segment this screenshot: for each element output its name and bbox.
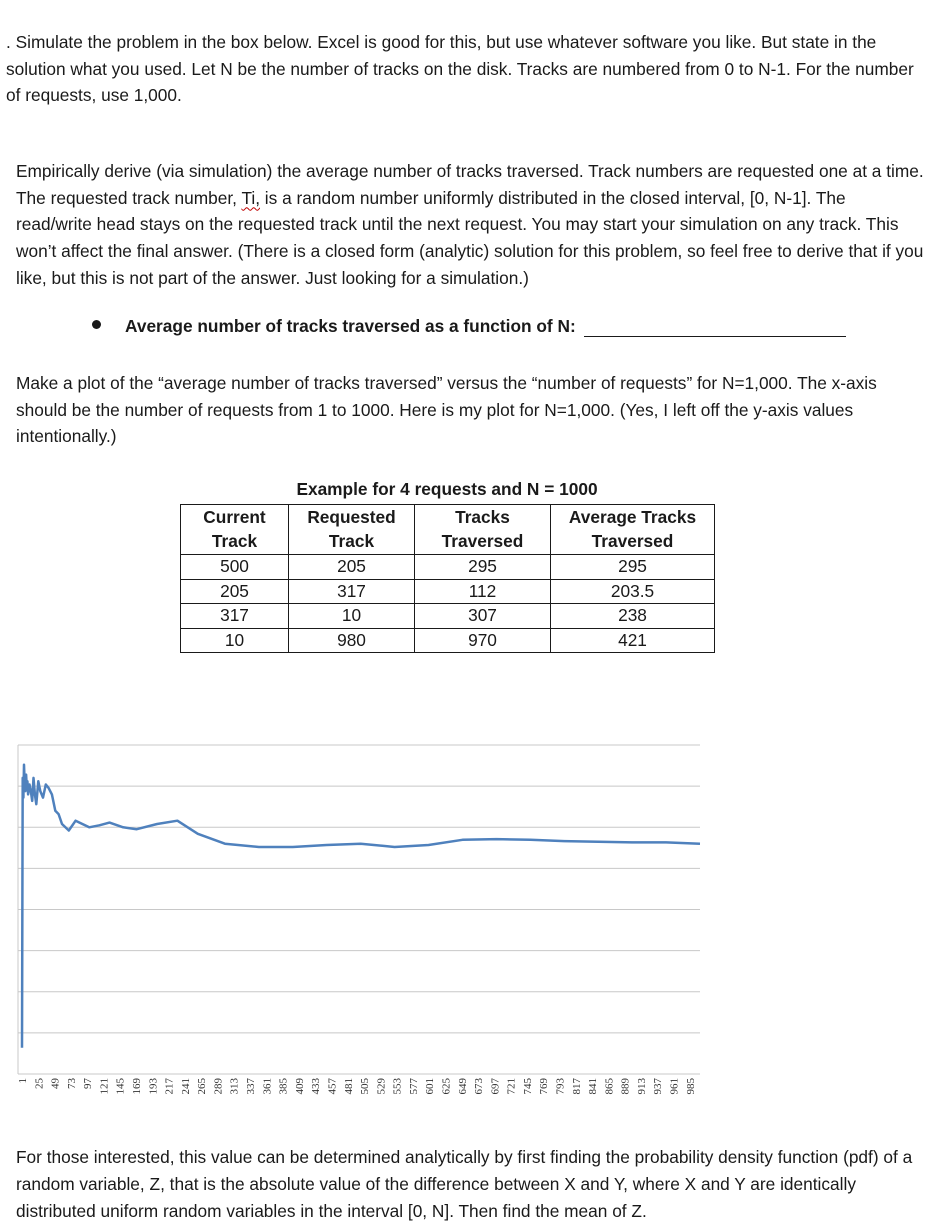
x-tick-label: 913: [636, 1078, 648, 1095]
task-paragraph: [16, 158, 926, 292]
x-tick-label: 481: [342, 1078, 355, 1095]
plot-instructions-paragraph: Make a plot of the “average number of tracks traversed” versus the “number of requests” for N=1,000. The x-axis should be the number of requests from 1 to 1000. Here is my plot for N=1,000. (Yes, I left off the y-axis values intentionally.): [16, 373, 877, 447]
x-tick-label: 649: [456, 1078, 469, 1095]
table-row: [181, 628, 715, 653]
table-title: Example for 4 requests and N = 1000: [296, 479, 598, 499]
x-tick-label: 985: [684, 1078, 697, 1095]
header-current-track-line2: Track: [211, 530, 258, 551]
x-tick-label: 169: [131, 1078, 143, 1095]
x-tick-label: 673: [473, 1078, 486, 1095]
x-tick-label: 865: [603, 1078, 616, 1095]
bullet-label: Average number of tracks traversed as a function of N:: [125, 316, 576, 336]
x-tick-label: 1: [17, 1078, 29, 1084]
table-cell: 205: [289, 555, 415, 580]
x-tick-label: 433: [310, 1078, 323, 1095]
x-tick-label: 769: [538, 1078, 551, 1095]
task-text-part1: Empirically derive (via simulation) the average number of tracks traversed. Track numbers are requested one at a time. The requested track number,: [16, 161, 924, 208]
x-tick-label: 145: [114, 1078, 127, 1095]
x-tick-label: 289: [212, 1078, 225, 1095]
ti-symbol: Ti,: [241, 187, 260, 208]
x-tick-label: 505: [359, 1078, 372, 1095]
answer-blank-line: [584, 318, 846, 337]
x-tick-label: 697: [489, 1078, 502, 1095]
table-cell: 112: [415, 579, 551, 604]
table-cell: 317: [289, 579, 415, 604]
table-cell: 10: [181, 628, 289, 653]
x-tick-label: 457: [326, 1078, 339, 1095]
table-cell: 500: [181, 555, 289, 580]
header-tracks-traversed-line2: Traversed: [441, 530, 524, 551]
chart-x-tick-labels: [17, 1078, 697, 1095]
table-cell: 238: [551, 604, 715, 629]
header-current-track-line1: Current: [203, 507, 266, 527]
header-average-tracks-line2: Traversed: [591, 530, 674, 551]
table-cell: 295: [415, 555, 551, 580]
x-tick-label: 361: [261, 1078, 274, 1095]
header-requested-track: [289, 505, 415, 555]
table-cell: 421: [551, 628, 715, 653]
x-tick-label: 721: [505, 1078, 518, 1095]
table-header-row: [181, 505, 715, 555]
x-tick-label: 793: [554, 1078, 567, 1095]
table-cell: 317: [181, 604, 289, 629]
table-cell: 203.5: [551, 579, 715, 604]
table-row: [181, 604, 715, 629]
x-tick-label: 625: [440, 1078, 453, 1095]
header-requested-track-line2: Track: [328, 530, 375, 551]
average-tracks-line-chart: [0, 735, 948, 1125]
x-tick-label: 241: [179, 1078, 192, 1095]
task-text-part2: is a random number uniformly distributed in the closed interval, [0, N-1]. The read/write head stays on the requested track until the next request. You may start your simulation on any track. This won’t affect the final answer. (There is a closed form (analytic) solution for this problem, so feel free to derive that if you like, but this is not part of the answer. Just looking for a simulation.): [16, 187, 924, 288]
x-tick-label: 601: [424, 1078, 437, 1095]
average-tracks-series-line: [22, 765, 700, 1048]
x-tick-label: 49: [49, 1078, 62, 1089]
example-table: [180, 504, 715, 653]
x-tick-label: 193: [147, 1078, 160, 1095]
x-tick-label: 889: [619, 1078, 632, 1095]
table-cell: 205: [181, 579, 289, 604]
x-tick-label: 841: [587, 1078, 600, 1095]
x-tick-label: 553: [391, 1078, 404, 1095]
footer-paragraph: For those interested, this value can be determined analytically by first finding the probability density function (pdf) of a random variable, Z, that is the absolute value of the difference between X and Y, where X and Y are identically distributed uniform random variables in the interval [0, N]. Then find the mean of Z.: [16, 1147, 913, 1221]
x-tick-label: 337: [245, 1078, 257, 1095]
table-cell: 295: [551, 555, 715, 580]
header-requested-track-line1: Requested: [307, 507, 396, 527]
chart-gridlines: [18, 745, 700, 1074]
x-tick-label: 265: [196, 1078, 209, 1095]
table-row: [181, 579, 715, 604]
table-cell: 980: [289, 628, 415, 653]
x-tick-label: 577: [407, 1078, 420, 1095]
header-average-tracks-line1: Average Tracks: [568, 507, 697, 527]
x-tick-label: 25: [33, 1078, 46, 1089]
x-tick-label: 385: [277, 1078, 290, 1095]
table-row: [181, 555, 715, 580]
table-cell: 10: [289, 604, 415, 629]
x-tick-label: 817: [570, 1078, 583, 1095]
x-tick-label: 529: [375, 1078, 388, 1095]
x-tick-label: 97: [82, 1078, 95, 1089]
x-tick-label: 73: [65, 1078, 78, 1089]
table-cell: 307: [415, 604, 551, 629]
header-average-tracks-traversed: [551, 505, 715, 555]
header-tracks-traversed: [415, 505, 551, 555]
x-tick-label: 409: [293, 1078, 306, 1095]
x-tick-label: 937: [652, 1078, 665, 1095]
chart-series: [22, 765, 700, 1048]
x-tick-label: 961: [668, 1078, 681, 1095]
x-tick-label: 745: [521, 1078, 534, 1095]
x-tick-label: 217: [163, 1078, 176, 1095]
bullet-item: [92, 316, 846, 337]
bullet-icon: [92, 320, 101, 329]
intro-paragraph: . Simulate the problem in the box below. Excel is good for this, but use whatever software you like. But state in the solution what you used. Let N be the number of tracks on the disk. Tracks are numbered from 0 to N-1. For the number of requests, use 1,000.: [6, 32, 914, 106]
x-tick-label: 121: [98, 1078, 111, 1095]
table-cell: 970: [415, 628, 551, 653]
x-tick-label: 313: [228, 1078, 241, 1095]
header-tracks-traversed-line1: Tracks: [455, 507, 510, 527]
header-current-track: [181, 505, 289, 555]
